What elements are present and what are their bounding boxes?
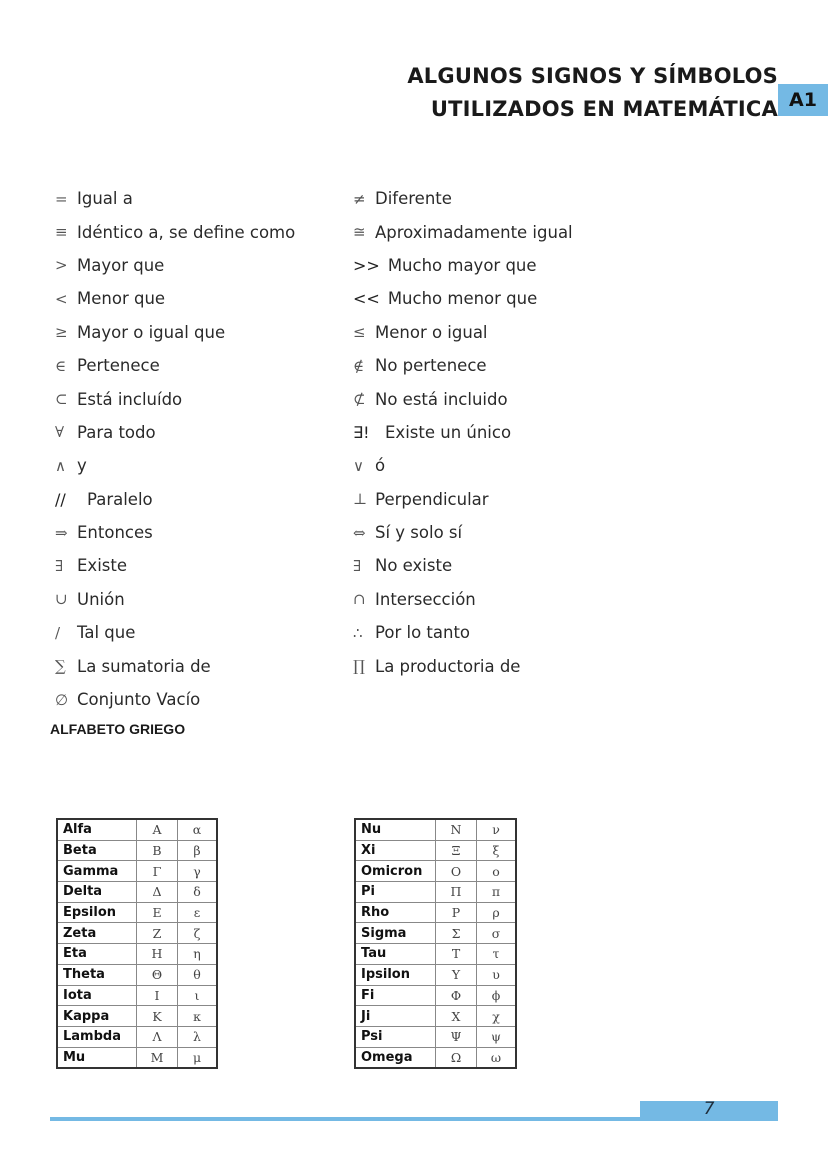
greek-lower-case: ω	[477, 1047, 517, 1068]
greek-letter-row	[57, 1006, 217, 1027]
greek-upper-case: Τ	[436, 944, 477, 965]
page-number: 7	[703, 1099, 715, 1119]
symbol-list-right	[353, 182, 573, 683]
greek-letter-row	[355, 861, 516, 882]
symbol-meaning: Intersección	[375, 589, 476, 609]
symbol-meaning: ó	[375, 456, 386, 476]
greek-upper-case: Ρ	[436, 902, 477, 923]
greek-name: Eta	[57, 944, 137, 965]
symbol-row	[55, 549, 295, 582]
math-symbol: ∅	[55, 690, 69, 709]
greek-name: Mu	[57, 1047, 137, 1068]
symbol-meaning: y	[77, 456, 87, 476]
greek-upper-case: Λ	[137, 1026, 178, 1047]
greek-lower-case: μ	[178, 1047, 218, 1068]
symbol-meaning: Tal que	[77, 623, 136, 643]
greek-letter-row	[355, 1026, 516, 1047]
symbol-meaning: No está incluido	[375, 389, 508, 409]
greek-name: Omega	[355, 1047, 436, 1068]
greek-name: Tau	[355, 944, 436, 965]
greek-upper-case: Γ	[137, 861, 178, 882]
greek-lower-case: ο	[477, 861, 517, 882]
greek-letter-row	[57, 882, 217, 903]
greek-lower-case: β	[178, 840, 218, 861]
greek-letter-row	[355, 819, 516, 840]
symbol-row	[55, 683, 295, 716]
greek-upper-case: Δ	[137, 882, 178, 903]
math-symbol: <<	[353, 289, 380, 309]
greek-name: Beta	[57, 840, 137, 861]
math-symbol: ⊄	[353, 390, 366, 409]
greek-letter-row	[355, 840, 516, 861]
math-symbol: ∴	[353, 623, 363, 642]
greek-upper-case: Ε	[137, 902, 178, 923]
math-symbol: ⊂	[55, 390, 68, 409]
section-badge: A1	[778, 84, 828, 116]
symbol-meaning: Diferente	[375, 189, 452, 209]
greek-name: Ipsilon	[355, 964, 436, 985]
symbol-row	[55, 282, 295, 315]
symbol-meaning: Idéntico a, se define como	[77, 222, 296, 242]
greek-name: Rho	[355, 902, 436, 923]
math-symbol: ≅	[353, 223, 366, 242]
math-symbol: ∃	[353, 556, 362, 575]
greek-lower-case: ν	[477, 819, 517, 840]
greek-lower-case: γ	[178, 861, 218, 882]
greek-letter-row	[57, 944, 217, 965]
symbol-meaning: Menor o igual	[375, 322, 488, 342]
symbol-row	[353, 249, 573, 282]
greek-letter-row	[57, 1026, 217, 1047]
greek-upper-case: Α	[137, 819, 178, 840]
math-symbol: ∪	[55, 590, 68, 609]
page-title	[407, 60, 778, 126]
greek-lower-case: ϕ	[477, 985, 517, 1006]
greek-lower-case: ζ	[178, 923, 218, 944]
greek-letter-row	[57, 964, 217, 985]
math-symbol: ∨	[353, 456, 364, 475]
greek-upper-case: Β	[137, 840, 178, 861]
math-symbol: ∉	[353, 356, 365, 375]
greek-lower-case: θ	[178, 964, 218, 985]
greek-name: Nu	[355, 819, 436, 840]
symbol-meaning: Por lo tanto	[375, 623, 471, 643]
math-symbol: ∃!	[353, 422, 370, 442]
greek-letter-row	[57, 840, 217, 861]
greek-lower-case: ι	[178, 985, 218, 1006]
math-symbol: ⇒	[55, 523, 68, 542]
math-symbol: ∧	[55, 456, 66, 475]
greek-lower-case: λ	[178, 1026, 218, 1047]
greek-lower-case: ε	[178, 902, 218, 923]
symbol-row	[55, 215, 295, 248]
math-symbol: ∀	[55, 423, 65, 442]
greek-name: Gamma	[57, 861, 137, 882]
greek-lower-case: π	[477, 882, 517, 903]
greek-upper-case: Ω	[436, 1047, 477, 1068]
greek-letter-row	[355, 1006, 516, 1027]
math-symbol: ∩	[353, 590, 366, 609]
greek-letter-row	[355, 985, 516, 1006]
symbol-row	[55, 516, 295, 549]
symbol-meaning: Entonces	[77, 523, 153, 543]
math-symbol: ∃	[55, 556, 64, 575]
greek-name: Pi	[355, 882, 436, 903]
symbol-row	[55, 182, 295, 215]
greek-lower-case: ρ	[477, 902, 517, 923]
symbol-meaning: Paralelo	[87, 489, 153, 509]
symbol-meaning: Para todo	[77, 422, 156, 442]
greek-upper-case: Κ	[137, 1006, 178, 1027]
greek-name: Iota	[57, 985, 137, 1006]
greek-name: Delta	[57, 882, 137, 903]
greek-name: Omicron	[355, 861, 436, 882]
greek-lower-case: η	[178, 944, 218, 965]
symbol-row	[55, 249, 295, 282]
greek-name: Psi	[355, 1026, 436, 1047]
greek-upper-case: Ζ	[137, 923, 178, 944]
greek-name: Ji	[355, 1006, 436, 1027]
greek-letter-row	[355, 944, 516, 965]
greek-lower-case: τ	[477, 944, 517, 965]
math-symbol: /	[55, 623, 61, 642]
symbol-meaning: La sumatoria de	[77, 656, 211, 676]
symbol-meaning: Unión	[77, 589, 125, 609]
greek-letter-row	[355, 964, 516, 985]
symbol-list-left	[55, 182, 295, 716]
greek-letter-row	[355, 923, 516, 944]
symbol-row	[55, 616, 295, 649]
greek-lower-case: α	[178, 819, 218, 840]
symbol-row	[353, 416, 573, 449]
greek-letter-row	[57, 902, 217, 923]
math-symbol: //	[55, 489, 66, 509]
symbol-meaning: Sí y solo sí	[375, 523, 463, 543]
math-symbol: ∈	[55, 356, 67, 375]
greek-lower-case: υ	[477, 964, 517, 985]
footer-rule	[50, 1117, 640, 1121]
symbol-meaning: Existe	[77, 556, 127, 576]
math-symbol: ≡	[55, 223, 68, 242]
math-symbol: <	[55, 289, 68, 308]
symbol-row	[353, 382, 573, 415]
symbol-meaning: Igual a	[77, 189, 133, 209]
greek-table-1	[56, 818, 218, 1069]
symbol-row	[55, 649, 295, 682]
greek-lower-case: σ	[477, 923, 517, 944]
greek-lower-case: ψ	[477, 1026, 517, 1047]
greek-letter-row	[57, 1047, 217, 1068]
math-symbol: ⇔	[353, 523, 366, 542]
symbol-row	[55, 449, 295, 482]
greek-letter-row	[355, 882, 516, 903]
symbol-row	[55, 583, 295, 616]
greek-upper-case: Φ	[436, 985, 477, 1006]
symbol-meaning: Pertenece	[77, 356, 160, 376]
greek-upper-case: Μ	[137, 1047, 178, 1068]
greek-name: Zeta	[57, 923, 137, 944]
math-symbol: =	[55, 189, 68, 208]
symbol-row	[353, 449, 573, 482]
greek-name: Theta	[57, 964, 137, 985]
greek-upper-case: Θ	[137, 964, 178, 985]
math-symbol: ≠	[353, 189, 366, 208]
greek-name: Sigma	[355, 923, 436, 944]
greek-lower-case: χ	[477, 1006, 517, 1027]
greek-upper-case: Ι	[137, 985, 178, 1006]
symbol-row	[353, 516, 573, 549]
symbol-row	[353, 182, 573, 215]
symbol-row	[55, 483, 295, 516]
greek-lower-case: δ	[178, 882, 218, 903]
greek-table-2	[354, 818, 517, 1069]
math-symbol: ≥	[55, 323, 68, 342]
greek-upper-case: Ξ	[436, 840, 477, 861]
symbol-row	[353, 349, 573, 382]
symbol-row	[353, 649, 573, 682]
greek-upper-case: Σ	[436, 923, 477, 944]
symbol-meaning: Aproximadamente igual	[375, 222, 573, 242]
greek-letter-row	[57, 985, 217, 1006]
greek-letter-row	[355, 902, 516, 923]
symbol-row	[353, 282, 573, 315]
symbol-row	[353, 483, 573, 516]
greek-letter-row	[57, 819, 217, 840]
greek-lower-case: ξ	[477, 840, 517, 861]
symbol-row	[353, 549, 573, 582]
symbol-meaning: Está incluído	[77, 389, 183, 409]
greek-name: Kappa	[57, 1006, 137, 1027]
greek-upper-case: Χ	[436, 1006, 477, 1027]
greek-letter-row	[57, 861, 217, 882]
greek-name: Fi	[355, 985, 436, 1006]
greek-alphabet-heading: ALFABETO GRIEGO	[50, 721, 186, 737]
math-symbol: ∏	[353, 657, 365, 676]
symbol-row	[353, 583, 573, 616]
symbol-meaning: Mucho menor que	[387, 289, 538, 309]
greek-letter-row	[57, 923, 217, 944]
math-symbol: >>	[353, 255, 380, 275]
symbol-row	[353, 616, 573, 649]
symbol-meaning: Mayor que	[77, 255, 165, 275]
title-line-2: UTILIZADOS EN MATEMÁTICA	[430, 97, 778, 121]
greek-name: Lambda	[57, 1026, 137, 1047]
symbol-meaning: Existe un único	[385, 422, 512, 442]
symbol-row	[55, 349, 295, 382]
greek-lower-case: κ	[178, 1006, 218, 1027]
symbol-meaning: La productoria de	[375, 656, 521, 676]
symbol-meaning: Perpendicular	[375, 489, 489, 509]
math-symbol: ≤	[353, 323, 366, 342]
greek-upper-case: Ο	[436, 861, 477, 882]
symbol-row	[353, 215, 573, 248]
symbol-row	[55, 416, 295, 449]
symbol-meaning: Menor que	[77, 289, 166, 309]
symbol-meaning: Mayor o igual que	[77, 322, 226, 342]
greek-letter-row	[355, 1047, 516, 1068]
symbol-meaning: Conjunto Vacío	[77, 690, 201, 710]
math-symbol: ∑	[55, 657, 66, 676]
symbol-row	[55, 382, 295, 415]
greek-name: Epsilon	[57, 902, 137, 923]
page-number-box	[640, 1101, 778, 1121]
greek-upper-case: Υ	[436, 964, 477, 985]
symbol-meaning: No pertenece	[375, 356, 487, 376]
greek-name: Alfa	[57, 819, 137, 840]
symbol-meaning: No existe	[375, 556, 453, 576]
symbol-meaning: Mucho mayor que	[387, 255, 537, 275]
greek-name: Xi	[355, 840, 436, 861]
greek-upper-case: Ψ	[436, 1026, 477, 1047]
title-line-1: ALGUNOS SIGNOS Y SÍMBOLOS	[407, 64, 778, 88]
symbol-row	[353, 316, 573, 349]
greek-upper-case: Η	[137, 944, 178, 965]
greek-upper-case: Ν	[436, 819, 477, 840]
math-symbol: ⊥	[353, 490, 368, 509]
symbol-row	[55, 316, 295, 349]
math-symbol: >	[55, 256, 68, 275]
greek-upper-case: Π	[436, 882, 477, 903]
